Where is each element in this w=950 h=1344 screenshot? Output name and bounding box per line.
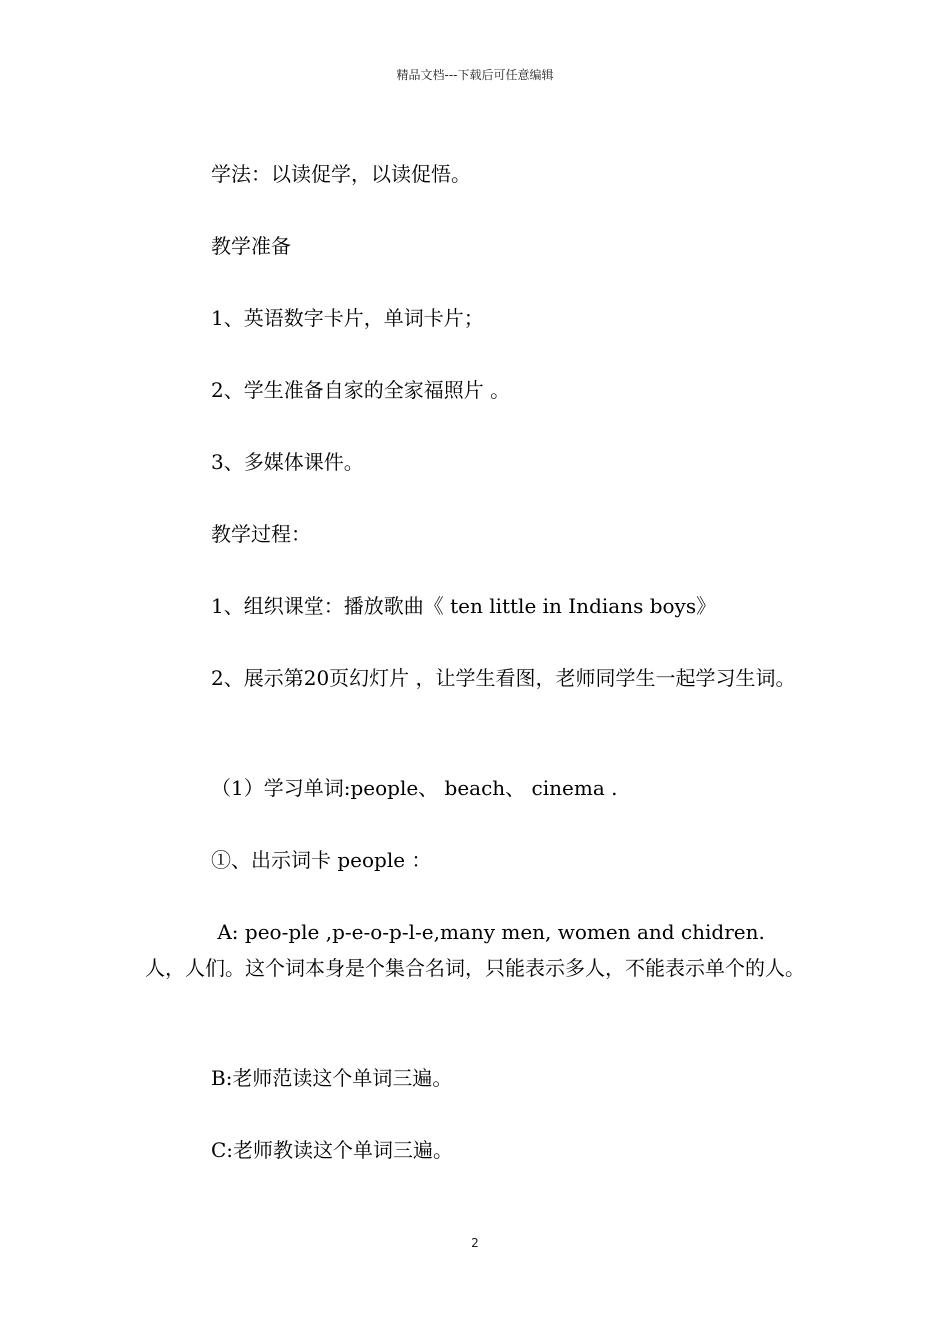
paragraph-prep-item-1: 1、英语数字卡片，单词卡片； <box>211 306 484 330</box>
page-header: 精品文档---下载后可任意编辑 <box>396 68 554 82</box>
paragraph-prep-item-2: 2、学生准备自家的全家福照片 。 <box>211 378 511 402</box>
paragraph-study-method: 学法：以读促学，以读促悟。 <box>211 162 471 186</box>
paragraph-step-c: C:老师教读这个单词三遍。 <box>211 1138 454 1162</box>
paragraph-process-item-2: 2、展示第20页幻灯片 ，让学生看图，老师同学生一起学习生词。 <box>211 666 796 690</box>
paragraph-people-definition: A: peo-ple ,p-e-o-p-l-e,many men, women and chidren. 人，人们。这个词本身是个集合名词，只能表示多人，不能表示单个的人。 <box>145 920 805 980</box>
paragraph-show-card: ①、出示词卡 people ： <box>211 848 432 872</box>
paragraph-step-b: B:老师范读这个单词三遍。 <box>211 1066 453 1090</box>
paragraph-prep-item-3: 3、多媒体课件。 <box>211 450 364 474</box>
paragraph-learn-words: （1）学习单词:people、 beach、 cinema . <box>211 776 618 800</box>
paragraph-teaching-process-heading: 教学过程： <box>211 522 311 546</box>
paragraph-teaching-prep-heading: 教学准备 <box>211 234 291 258</box>
page-number: 2 <box>471 1236 479 1250</box>
paragraph-process-item-1: 1、组织课堂：播放歌曲《 ten little in Indians boys》 <box>211 594 717 618</box>
